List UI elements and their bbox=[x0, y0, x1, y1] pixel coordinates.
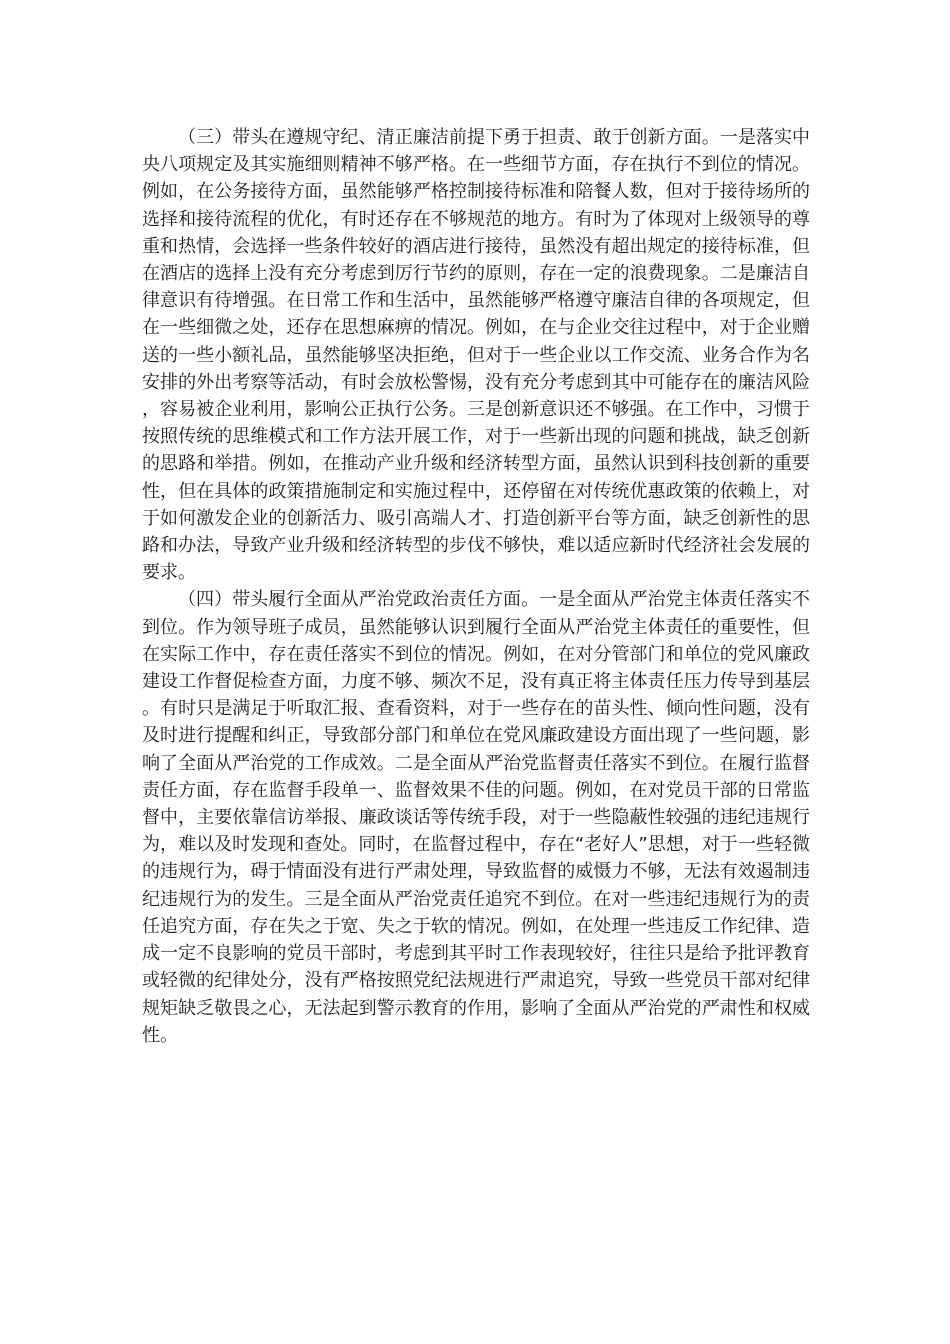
paragraph-section-4: （四）带头履行全面从严治党政治责任方面。一是全面从严治党主体责任落实不到位。作为领导班子成员，虽然能够认识到履行全面从严治党主体责任的重要性，但在实际工作中，存在责任落实不到位的情况。例如，在对分管部门和单位的党风廉政建设工作督促检查方面，力度不够、频次不足，没有真正将主体责任压力传导到基层。有时只是满足于听取汇报、查看资料，对于一些存在的苗头性、倾向性问题，没有及时进行提醒和纠正，导致部分部门和单位在党风廉政建设方面出现了一些问题，影响了全面从严治党的工作成效。二是全面从严治党监督责任落实不到位。在履行监督责任方面，存在监督手段单一、监督效果不佳的问题。例如，在对党员干部的日常监督中，主要依靠信访举报、廉政谈话等传统手段，对于一些隐蔽性较强的违纪违规行为，难以及时发现和查处。同时，在监督过程中，存在“老好人”思想，对于一些轻微的违规行为，碍于情面没有进行严肃处理，导致监督的威慑力不够，无法有效遏制违纪违规行为的发生。三是全面从严治党责任追究不到位。在对一些违纪违规行为的责任追究方面，存在失之于宽、失之于软的情况。例如，在处理一些违反工作纪律、造成一定不良影响的党员干部时，考虑到其平时工作表现较好，往往只是给予批评教育或轻微的纪律处分，没有严格按照党纪法规进行严肃追究，导致一些党员干部对纪律规矩缺乏敬畏之心，无法起到警示教育的作用，影响了全面从严治党的严肃性和权威性。 bbox=[142, 589, 810, 1046]
document-body bbox=[142, 124, 810, 1049]
paragraph-section-3: （三）带头在遵规守纪、清正廉洁前提下勇于担责、敢于创新方面。一是落实中央八项规定及其实施细则精神不够严格。在一些细节方面，存在执行不到位的情况。例如，在公务接待方面，虽然能够严格控制接待标准和陪餐人数，但对于接待场所的选择和接待流程的优化，有时还存在不够规范的地方。有时为了体现对上级领导的尊重和热情，会选择一些条件较好的酒店进行接待，虽然没有超出规定的接待标准，但在酒店的选择上没有充分考虑到厉行节约的原则，存在一定的浪费现象。二是廉洁自律意识有待增强。在日常工作和生活中，虽然能够严格遵守廉洁自律的各项规定，但在一些细微之处，还存在思想麻痹的情况。例如，在与企业交往过程中，对于企业赠送的一些小额礼品，虽然能够坚决拒绝，但对于一些企业以工作交流、业务合作为名安排的外出考察等活动，有时会放松警惕，没有充分考虑到其中可能存在的廉洁风险，容易被企业利用，影响公正执行公务。三是创新意识还不够强。在工作中，习惯于按照传统的思维模式和工作方法开展工作，对于一些新出现的问题和挑战，缺乏创新的思路和举措。例如，在推动产业升级和经济转型方面，虽然认识到科技创新的重要性，但在具体的政策措施制定和实施过程中，还停留在对传统优惠政策的依赖上，对于如何激发企业的创新活力、吸引高端人才、打造创新平台等方面，缺乏创新性的思路和办法，导致产业升级和经济转型的步伐不够快，难以适应新时代经济社会发展的要求。 bbox=[142, 127, 810, 584]
